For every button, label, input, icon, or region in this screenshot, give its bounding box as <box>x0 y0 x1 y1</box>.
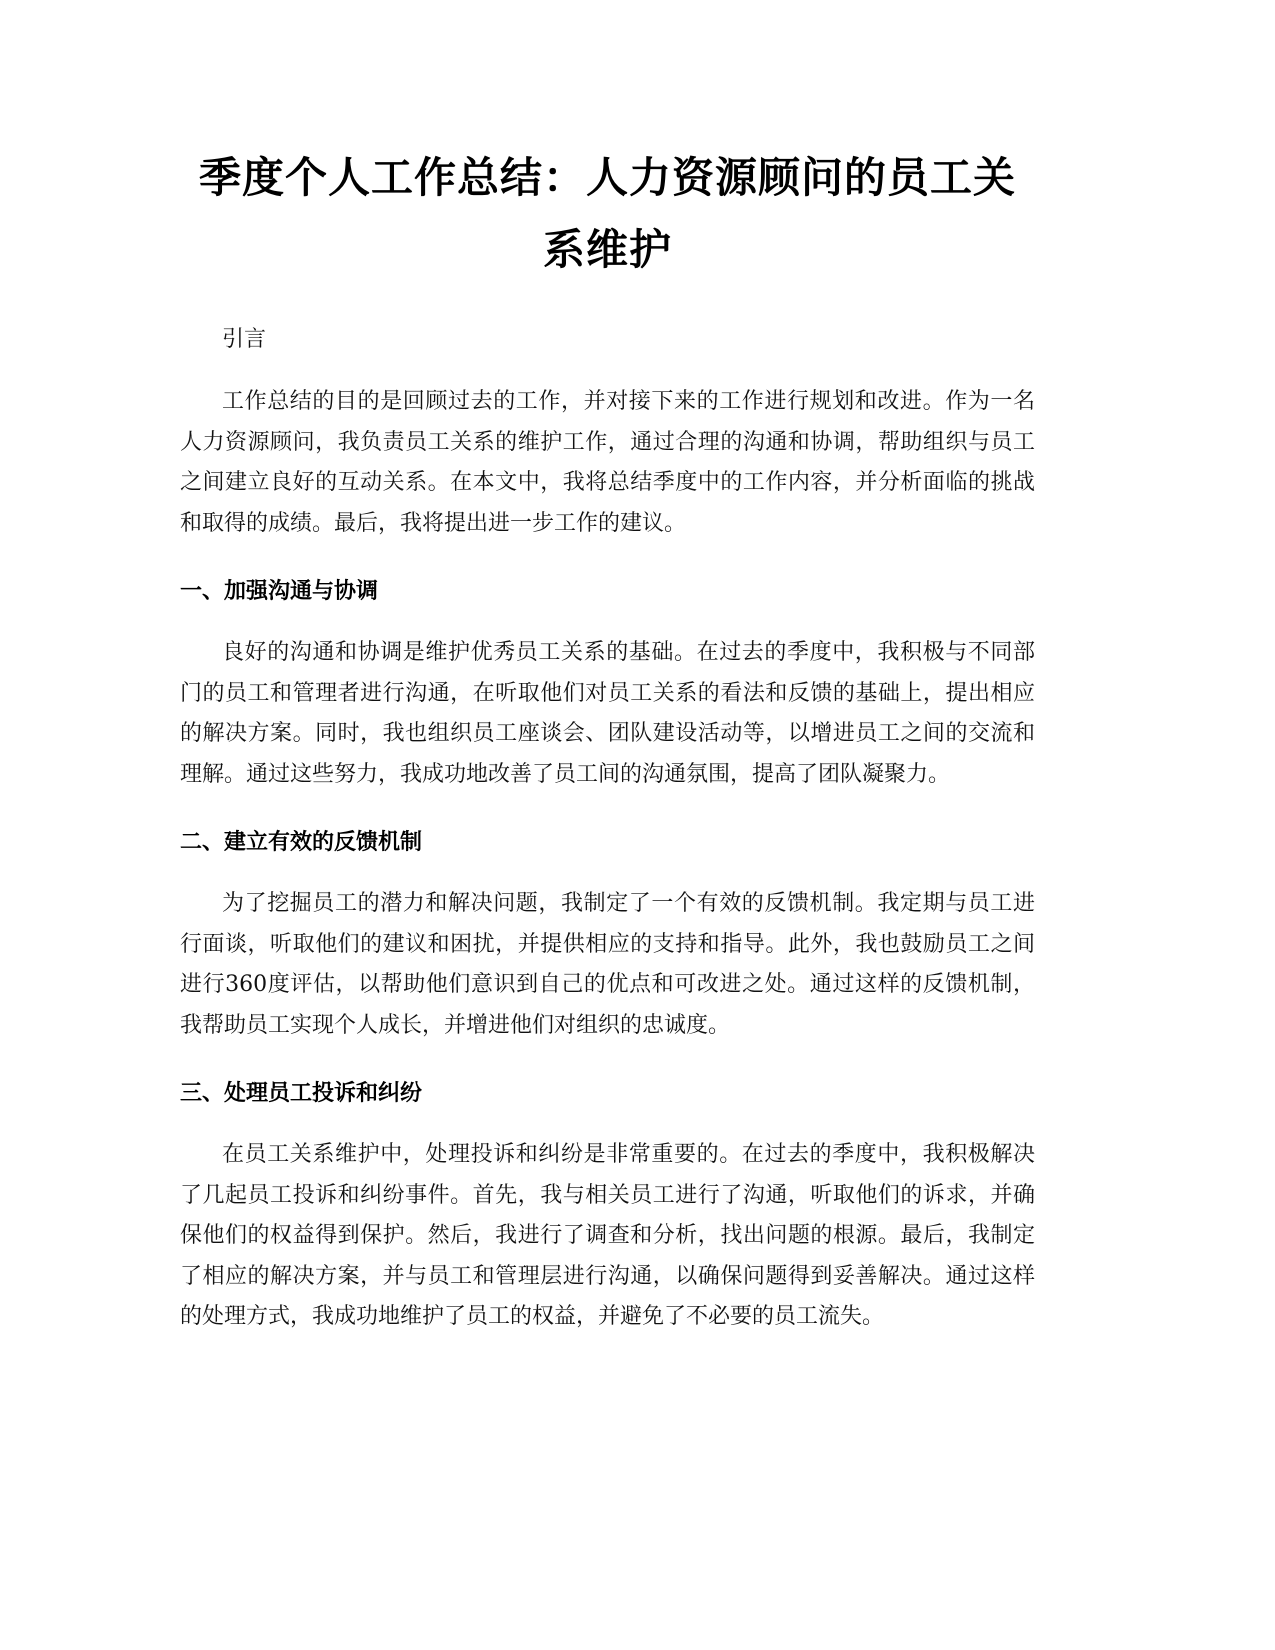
intro-paragraph: 工作总结的目的是回顾过去的工作，并对接下来的工作进行规划和改进。作为一名人力资源顾问，我负责员工关系的维护工作，通过合理的沟通和协调，帮助组织与员工之间建立良好的互动关系。在本文中，我将总结季度中的工作内容，并分析面临的挑战和取得的成绩。最后，我将提出进一步工作的建议。 <box>180 389 1035 536</box>
intro-label: 引言 <box>222 327 267 352</box>
document-page <box>180 0 1035 1650</box>
section-paragraph: 为了挖掘员工的潜力和解决问题，我制定了一个有效的反馈机制。我定期与员工进行面谈，听取他们的建议和困扰，并提供相应的支持和指导。此外，我也鼓励员工之间进行360度评估，以帮助他们意识到自己的优点和可改进之处。通过这样的反馈机制，我帮助员工实现个人成长，并增进他们对组织的忠诚度。 <box>180 891 1035 1038</box>
section-feedback <box>180 823 1035 1046</box>
section-complaints <box>180 1074 1035 1338</box>
section-paragraph: 在员工关系维护中，处理投诉和纠纷是非常重要的。在过去的季度中，我积极解决了几起员工投诉和纠纷事件。首先，我与相关员工进行了沟通，听取他们的诉求，并确保他们的权益得到保护。然后，我进行了调查和分析，找出问题的根源。最后，我制定了相应的解决方案，并与员工和管理层进行沟通，以确保问题得到妥善解决。通过这样的处理方式，我成功地维护了员工的权益，并避免了不必要的员工流失。 <box>180 1142 1035 1329</box>
section-heading: 二、建立有效的反馈机制 <box>180 830 423 855</box>
document-title: 季度个人工作总结：人力资源顾问的员工关系维护 <box>198 153 1016 274</box>
section-heading: 三、处理员工投诉和纠纷 <box>180 1081 423 1106</box>
section-heading: 一、加强沟通与协调 <box>180 579 379 604</box>
section-communication <box>180 572 1035 795</box>
section-paragraph: 良好的沟通和协调是维护优秀员工关系的基础。在过去的季度中，我积极与不同部门的员工和管理者进行沟通，在听取他们对员工关系的看法和反馈的基础上，提出相应的解决方案。同时，我也组织员工座谈会、团队建设活动等，以增进员工之间的交流和理解。通过这些努力，我成功地改善了员工间的沟通氛围，提高了团队凝聚力。 <box>180 640 1035 787</box>
